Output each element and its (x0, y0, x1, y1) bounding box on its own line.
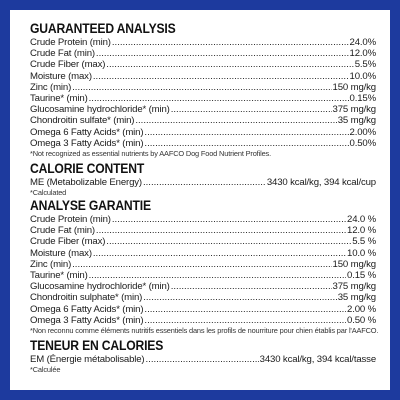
footnote: *Not recognized as essential nutrients by AAFCO Dog Food Nutrient Profiles. (30, 148, 271, 158)
row-label: Crude Fiber (max) (30, 59, 106, 71)
row-label: Crude Protein (min) (30, 214, 111, 226)
row-label: Glucosamine hydrochloride* (min) (30, 281, 170, 293)
row-label: Moisture (max) (30, 247, 92, 259)
row-value: 150 mg/kg (332, 258, 376, 270)
analysis-row (30, 270, 376, 281)
row-label: Omega 6 Fatty Acids* (min) (30, 303, 144, 315)
leader-dots (93, 71, 349, 82)
analysis-row (30, 93, 376, 104)
row-value: 12.0 % (347, 225, 376, 237)
row-value: 5.5 % (352, 236, 376, 248)
analysis-row (30, 354, 376, 365)
row-label: Zinc (min) (30, 81, 72, 93)
row-label: Taurine* (min) (30, 92, 88, 104)
leader-dots (144, 138, 348, 149)
row-label: EM (Énergie métabolisable) (30, 353, 145, 365)
row-value: 24.0 % (347, 214, 376, 226)
leader-dots (106, 59, 353, 70)
analysis-row (30, 214, 376, 225)
leader-dots (143, 177, 266, 188)
nutrition-label-panel (10, 10, 390, 390)
footnote: *Non reconnu comme éléments nutritifs essentiels dans les profils de nourriture pour chien établis par l'AAFCO. (30, 325, 379, 335)
row-label: Crude Fat (min) (30, 48, 95, 60)
analysis-row (30, 127, 376, 138)
row-label: Crude Protein (min) (30, 37, 111, 48)
analyse-garantie-section (30, 198, 379, 336)
guaranteed-analysis-section (30, 21, 376, 159)
analysis-row (30, 71, 376, 82)
analysis-row (30, 281, 376, 292)
row-label: Crude Fiber (max) (30, 236, 106, 248)
leader-dots (96, 225, 346, 236)
section-heading: ANALYSE GARANTIE (30, 198, 151, 214)
row-value: 2.00% (349, 126, 376, 138)
row-label: Omega 6 Fatty Acids* (min) (30, 126, 144, 138)
section-heading: CALORIE CONTENT (30, 160, 145, 176)
leader-dots (144, 127, 348, 138)
row-label: Omega 3 Fatty Acids* (min) (30, 314, 144, 326)
row-value: 3430 kcal/kg, 394 kcal/cup (266, 176, 376, 188)
analysis-row (30, 248, 376, 259)
row-value: 0.50% (349, 137, 376, 149)
analysis-row (30, 225, 376, 236)
leader-dots (143, 292, 337, 303)
leader-dots (96, 48, 349, 59)
row-value: 24.0% (349, 37, 376, 48)
leader-dots (106, 236, 351, 247)
leader-dots (144, 315, 346, 326)
row-value: 12.0% (349, 48, 376, 60)
analysis-row (30, 304, 376, 315)
calorie-content-section (30, 161, 376, 198)
row-label: Crude Fat (min) (30, 225, 95, 237)
leader-dots (135, 115, 336, 126)
row-label: Omega 3 Fatty Acids* (min) (30, 137, 144, 149)
footnote: *Calculée (30, 365, 61, 375)
leader-dots (89, 270, 346, 281)
row-label: Chondroitin sulfate* (min) (30, 115, 135, 127)
row-label: Taurine* (min) (30, 270, 88, 281)
analysis-row (30, 82, 376, 93)
analysis-row (30, 259, 376, 270)
analysis-row (30, 315, 376, 326)
analysis-row (30, 177, 376, 188)
leader-dots (171, 104, 332, 115)
row-label: ME (Metabolizable Energy) (30, 176, 142, 188)
row-value: 375 mg/kg (332, 281, 376, 293)
leader-dots (72, 82, 331, 93)
analysis-row (30, 236, 376, 247)
leader-dots (171, 281, 332, 292)
row-value: 0.15 % (347, 270, 376, 281)
teneur-en-calories-section (30, 338, 376, 375)
row-value: 150 mg/kg (332, 81, 376, 93)
row-value: 3430 kcal/kg, 394 kcal/tasse (259, 353, 376, 365)
row-value: 35 mg/kg (337, 115, 376, 127)
row-value: 10.0 % (347, 247, 376, 259)
leader-dots (144, 304, 346, 315)
row-label: Zinc (min) (30, 258, 72, 270)
analysis-row (30, 48, 376, 59)
leader-dots (145, 354, 258, 365)
leader-dots (112, 37, 349, 48)
row-value: 0.15% (349, 92, 376, 104)
row-value: 10.0% (349, 70, 376, 82)
row-label: Glucosamine hydrochloride* (min) (30, 104, 170, 116)
row-label: Chondroitin sulphate* (min) (30, 292, 143, 304)
section-heading: TENEUR EN CALORIES (30, 337, 164, 353)
analysis-row (30, 138, 376, 149)
analysis-row (30, 37, 376, 48)
analysis-row (30, 292, 376, 303)
row-value: 0.50 % (347, 314, 376, 326)
leader-dots (72, 259, 331, 270)
analysis-row (30, 104, 376, 115)
analysis-row (30, 59, 376, 70)
section-heading: GUARANTEED ANALYSIS (30, 21, 176, 36)
row-value: 5.5% (354, 59, 376, 71)
leader-dots (89, 93, 349, 104)
analysis-row (30, 115, 376, 126)
row-value: 375 mg/kg (332, 104, 376, 116)
leader-dots (93, 248, 346, 259)
row-value: 2.00 % (347, 303, 376, 315)
footnote: *Calculated (30, 188, 67, 198)
row-value: 35 mg/kg (337, 292, 376, 304)
row-label: Moisture (max) (30, 70, 92, 82)
leader-dots (112, 214, 346, 225)
